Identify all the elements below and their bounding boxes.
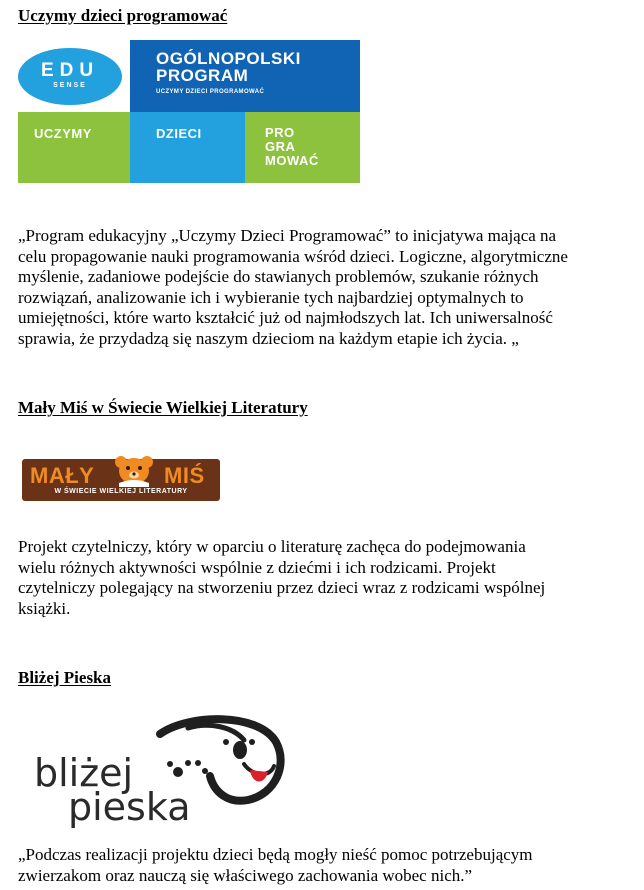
blizej-pieska-logo: [30, 712, 290, 830]
section-heading-maly-mis: Mały Miś w Świecie Wielkiej Literatury: [18, 398, 308, 417]
maly-word: MAŁY: [30, 463, 95, 488]
program-title-tile: [130, 40, 360, 112]
sense-logo-text: SENSE: [53, 82, 87, 89]
section3-paragraph: „Podczas realizacji projektu dzieci będą mogły nieść pomoc potrzebującym zwierzakom oraz nauczą się właściwego zachowania wobec nich.”: [18, 845, 533, 885]
section2-paragraph: Projekt czytelniczy, który w oparciu o literaturę zachęca do podejmowania wielu różnych aktywności wspólnie z dziećmi i ich rodzicami. Projekt czytelniczy polegający na stworzeniu przez dzieci wraz z rodzicami wspólnej książki.: [18, 537, 546, 618]
edu-logo-text: EDU: [40, 60, 100, 81]
section-heading-programowanie: Uczymy dzieci programować: [18, 6, 228, 25]
section-heading-blizej-pieska: Bliżej Pieska: [18, 668, 112, 687]
maly-mis-subtitle: W ŚWIECIE WIELKIEJ LITERATURY: [54, 488, 188, 495]
bear-icon: [111, 453, 157, 489]
pieska-word: pieska: [68, 785, 191, 829]
blizej-word: bliżej: [34, 751, 134, 795]
mis-word: MIŚ: [164, 463, 205, 488]
edu-sense-program-logo: [18, 40, 360, 183]
tile-uczymy: UCZYMY: [18, 112, 130, 183]
tile-programowac: PRO GRA MOWAĆ: [245, 112, 360, 183]
program-title-line1: OGÓLNOPOLSKI: [156, 49, 301, 68]
program-title-sub: UCZYMY DZIECI PROGRAMOWAĆ: [156, 89, 265, 95]
maly-mis-logo: [22, 459, 220, 501]
section1-paragraph: „Program edukacyjny „Uczymy Dzieci Programować” to inicjatywa mająca na celu propagowanie nauki programowania wśród dzieci. Logiczne, algorytmiczne myślenie, zadaniowe podejście do stawianych problemów, szukanie różnych rozwiązań, analizowanie ich i wybieranie tych najbardziej optymalnych to umiejętności, które warto kształcić już od najmłodszych lat. Ich uniwersalność sprawia, że przydadzą się naszym dzieciom na każdym etapie ich życia. „: [18, 226, 568, 348]
tile-dzieci: DZIECI: [130, 112, 245, 183]
edu-sense-circle: [18, 48, 122, 105]
program-title-line2: PROGRAM: [156, 66, 249, 85]
